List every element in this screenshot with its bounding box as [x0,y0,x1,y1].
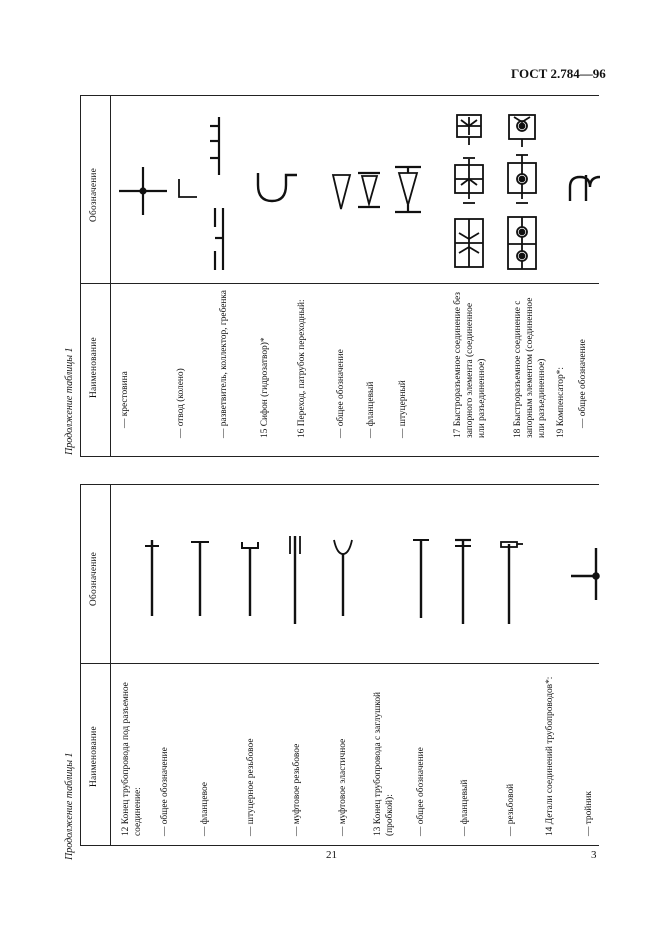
plug-general-symbol [413,540,429,618]
pipe-end-general-symbol [145,540,159,616]
quick-connect-valve-symbol [508,115,536,269]
row-pipe-end-general: — общее обозначение [160,747,170,836]
right-col-symbol-header: Обозначение [89,167,99,222]
row-sifon: 15 Сифон (гидрозатвор)* [260,337,270,438]
right-table-border-left [80,95,81,457]
row-krestovina: — крестовина [120,371,130,428]
row-perekhod-flange: — фланцевый [366,381,376,438]
row-plug-general: — общее обозначение [416,747,426,836]
pipe-end-coupling-elastic-symbol [334,540,352,616]
reducer-flange-symbol [358,173,380,207]
siphon-symbol [258,173,297,201]
caption-right-table: Продолжение таблицы 1 [64,347,75,455]
reducer-union-symbol [395,167,421,212]
quick-connect-no-valve-symbol [455,115,483,267]
row-razvetvitel: — разветвитель, коллектор, гребенка [219,290,229,438]
right-table-divider [80,283,599,284]
right-table-symbols [115,95,599,283]
row-compensator: 19 Компенсатор*: [556,367,566,438]
left-table-symbols [115,484,599,664]
row-pipe-fittings: 14 Детали соединений трубопроводов*: [545,676,555,836]
plug-thread-symbol [501,542,523,624]
row-pipe-end-union: — штуцерное резьбовое [246,738,256,836]
row-pipe-end-flange: — фланцевое [200,782,210,836]
row-perekhod-general: — общее обозначение [336,349,346,438]
left-table-border-left [80,484,81,846]
row-plug-thread: — резьбовой [506,783,516,836]
row-pipe-end-coupling-thread: — муфтовое резьбовое [292,743,302,836]
row-tee: — тройник [584,791,594,836]
row-plug-flange: — фланцевый [460,779,470,836]
pipe-end-union-symbol [242,542,258,616]
right-col-name-header: Наименование [89,337,99,398]
right-table-border-bottom [80,456,599,457]
row-otvod: — отвод (колено) [176,368,186,438]
left-table-border-bottom [80,845,599,846]
pipe-end-flange-symbol [191,542,209,616]
row-compensator-general: — общее обозначение [578,339,588,428]
plug-flange-symbol [455,540,471,624]
cross-fitting-symbol [119,167,167,215]
left-col-name-header: Наименование [89,726,99,787]
row-pipe-end-detachable: 12 Конец трубопровода под разъемное соединение: [121,682,143,836]
compensator-symbol [570,175,600,201]
left-table-header-line [110,484,111,846]
page-number-inner: 21 [326,849,337,861]
elbow-symbol [179,179,197,197]
left-col-symbol-header: Обозначение [89,551,99,606]
page-number-outer: 3 [591,849,597,861]
row-pipe-end-plug: 13 Конец трубопровода с заглушкой (пробкой): [373,691,395,836]
tee-symbol [571,548,599,600]
row-perekhod-union: — штуцерный [398,380,408,438]
row-quick-connect-no-valve: 17 Быстроразъемное соединение без запорного элемента (соединенное или разъединенное) [453,292,487,438]
reducer-symbol [333,175,350,209]
standard-header: ГОСТ 2.784—96 [511,66,606,81]
pipe-end-coupling-thread-symbol [290,536,300,624]
manifold-symbol-alt [215,208,223,270]
manifold-symbol [210,117,219,175]
row-pipe-end-coupling-elastic: — муфтовое эластичное [338,738,348,836]
caption-left-table: Продолжение таблицы 1 [64,752,75,860]
right-table-header-line [110,95,111,457]
row-perekhod: 16 Переход, патрубок переходный: [297,299,307,438]
row-quick-connect-valve: 18 Быстроразъемное соединение с запорным элементом (соединенное или разъединенное) [513,297,547,438]
